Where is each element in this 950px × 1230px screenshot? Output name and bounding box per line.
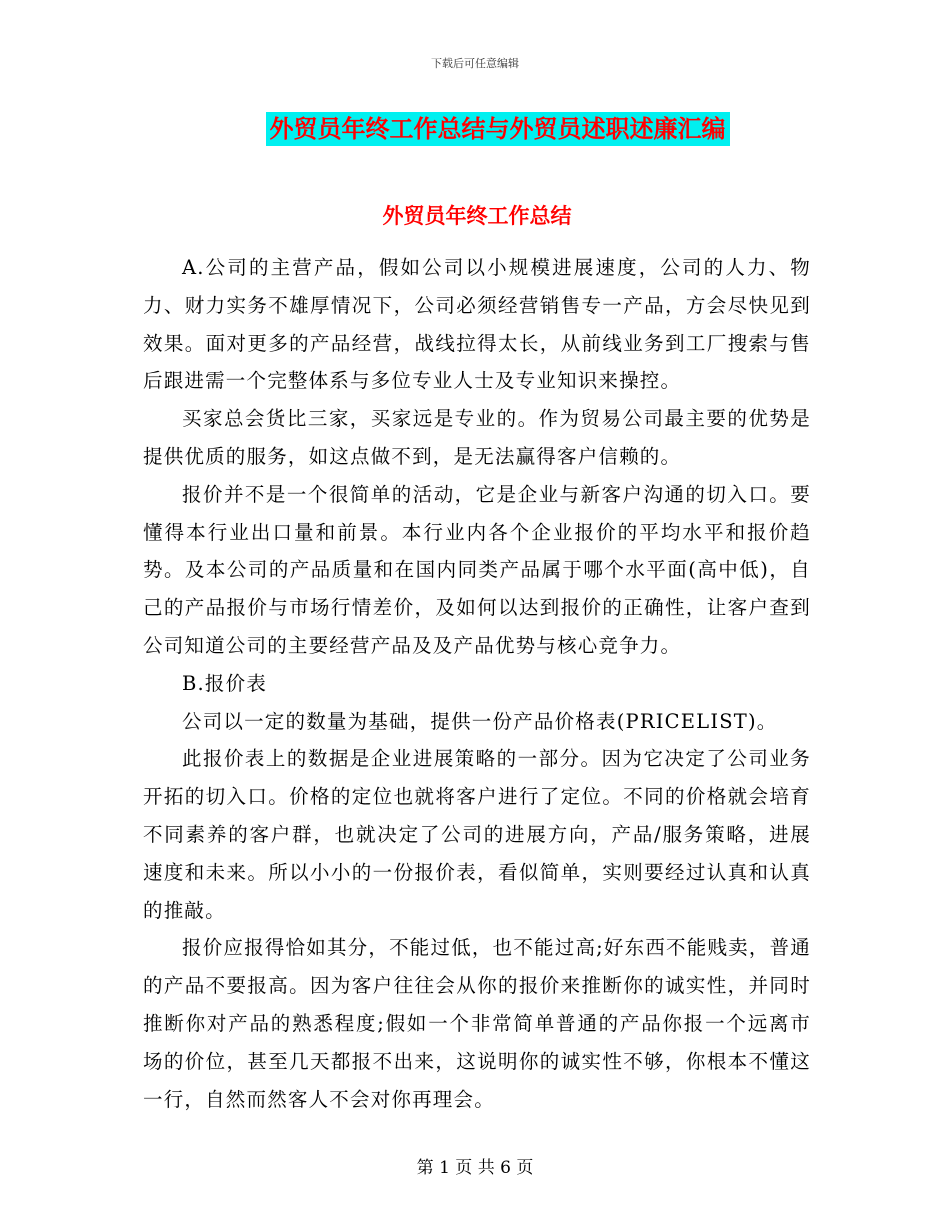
page-number-footer: 第 1 页 共 6 页 bbox=[416, 1158, 534, 1178]
section-title: 外贸员年终工作总结 bbox=[382, 204, 572, 228]
document-body bbox=[143, 249, 811, 1118]
paragraph: A.公司的主营产品，假如公司以小规模进展速度，公司的人力、物力、财力实务不雄厚情况下，公司必须经营销售专一产品，方会尽快见到效果。面对更多的产品经营，战线拉得太长，从前线业务到工厂搜索与售后跟进需一个完整体系与多位专业人士及专业知识来操控。 bbox=[143, 256, 811, 393]
paragraph: B.报价表 bbox=[182, 671, 268, 695]
paragraph: 报价应报得恰如其分，不能过低，也不能过高;好东西不能贱卖，普通的产品不要报高。因为客户往往会从你的报价来推断你的诚实性，并同时推断你对产品的熟悉程度;假如一个非常简单普通的产品你报一个远离市场的价位，甚至几天都报不出来，这说明你的诚实性不够，你根本不懂这一行，自然而然客人不会对你再理会。 bbox=[143, 936, 811, 1111]
paragraph: 报价并不是一个很简单的活动，它是企业与新客户沟通的切入口。要懂得本行业出口量和前景。本行业内各个企业报价的平均水平和报价趋势。及本公司的产品质量和在国内同类产品属于哪个水平面(高中低)，自己的产品报价与市场行情差价，及如何以达到报价的正确性，让客户查到公司知道公司的主要经营产品及及产品优势与核心竞争力。 bbox=[143, 482, 811, 657]
paragraph: 此报价表上的数据是企业进展策略的一部分。因为它决定了公司业务开拓的切入口。价格的定位也就将客户进行了定位。不同的价格就会培育不同素养的客户群，也就决定了公司的进展方向，产品/服务策略，进展速度和未来。所以小小的一份报价表，看似简单，实则要经过认真和认真的推敲。 bbox=[143, 747, 811, 922]
header-note: 下载后可任意编辑 bbox=[431, 57, 519, 70]
main-title-container bbox=[0, 112, 950, 146]
paragraph: 买家总会货比三家，买家远是专业的。作为贸易公司最主要的优势是提供优质的服务，如这点做不到，是无法赢得客户信赖的。 bbox=[143, 407, 811, 468]
document-main-title: 外贸员年终工作总结与外贸员述职述廉汇编 bbox=[266, 112, 730, 146]
paragraph: 公司以一定的数量为基础，提供一份产品价格表(PRICELIST)。 bbox=[182, 709, 778, 733]
